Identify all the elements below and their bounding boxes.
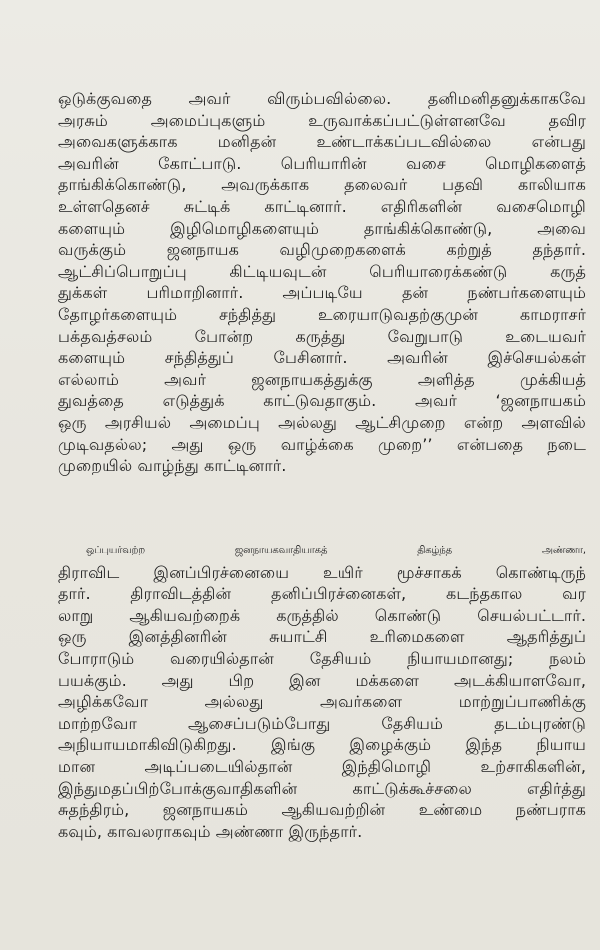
text-line: அவைகளுக்காக மனிதன் உண்டாக்கப்படவில்லை என்பது bbox=[58, 132, 586, 152]
text-line: ஒடுக்குவதை அவர் விரும்பவில்லை. தனிமனிதனுக்காகவே bbox=[58, 89, 586, 108]
text-line: மான அடிப்படையில்தான் இந்திமொழி உற்சாகிகளின், bbox=[58, 756, 586, 776]
text-line: லாறு ஆகியவற்றைக் கருத்தில் கொண்டு செயல்பட்டார். bbox=[58, 605, 586, 625]
text-line: சுதந்திரம், ஜனநாயகம் ஆகியவற்றின் உண்மை நண்பராக bbox=[58, 800, 586, 820]
paragraph-2 bbox=[58, 540, 586, 842]
text-line: களையும் சந்தித்துப் பேசினார். அவரின் இச்செயல்கள் bbox=[58, 348, 586, 368]
paragraph-1 bbox=[58, 88, 586, 477]
text-line: திராவிட இனப்பிரச்னையை உயிர் மூச்சாகக் கொண்டிருந் bbox=[58, 562, 586, 582]
text-line: அழிக்கவோ அல்லது அவர்களை மாற்றுப்பாணிக்கு bbox=[58, 692, 586, 712]
text-line: மாற்றவோ ஆசைப்படும்போது தேசியம் தடம்புரண்டு bbox=[58, 713, 586, 733]
text-line: தோழர்களையும் சந்தித்து உரையாடுவதற்குமுன் காமராசர் bbox=[58, 304, 586, 324]
text-line: துக்கள் பரிமாறினார். அப்படியே தன் நண்பர்களையும் bbox=[58, 283, 586, 303]
text-line: அநியாயமாகிவிடுகிறது. இங்கு இழைக்கும் இந்த நியாய bbox=[58, 735, 586, 755]
text-line: அரசும் அமைப்புகளும் உருவாக்கப்பட்டுள்ளனவே தவிர bbox=[58, 110, 586, 130]
text-line: உள்ளதெனச் சுட்டிக் காட்டினார். எதிரிகளின் வசைமொழி bbox=[58, 196, 586, 216]
text-line: கவும், காவலராகவும் அண்ணா இருந்தார். bbox=[58, 821, 363, 841]
text-line: பயக்கும். அது பிற இன மக்களை அடக்கியாளவோ, bbox=[58, 670, 586, 690]
text-line: பக்தவத்சலம் போன்ற கருத்து வேறுபாடு உடையவர் bbox=[58, 326, 586, 346]
text-line: முடிவதல்ல; அது ஒரு வாழ்க்கை முறை’’ என்பதை நடை bbox=[58, 434, 586, 454]
text-line: போராடும் வரையில்தான் தேசியம் நியாயமானது; நலம் bbox=[58, 648, 586, 668]
text-line: தார். திராவிடத்தின் தனிப்பிரச்னைகள், கடந்தகால வர bbox=[58, 584, 586, 604]
text-line: எல்லாம் அவர் ஜனநாயகத்துக்கு அளித்த முக்கியத் bbox=[58, 369, 586, 389]
text-line: ஆட்சிப்பொறுப்பு கிட்டியவுடன் பெரியாரைக்கண்டு கருத் bbox=[58, 261, 586, 281]
text-line: வருக்கும் ஜனநாயக வழிமுறைகளைக் கற்றுத் தந்தார். bbox=[58, 240, 586, 260]
text-line: ஒரு இனத்தினரின் சுயாட்சி உரிமைகளை ஆதரித்துப் bbox=[58, 627, 586, 647]
text-line: இந்துமதப்பிற்போக்குவாதிகளின் காட்டுக்கூச்சலை எதிர்த்து bbox=[58, 778, 586, 798]
text-line: துவத்தை எடுத்துக் காட்டுவதாகும். அவர் ‘ஜனநாயகம் bbox=[58, 391, 586, 411]
text-line: ஒரு அரசியல் அமைப்பு அல்லது ஆட்சிமுறை என்ற அளவில் bbox=[58, 412, 586, 432]
text-line: ஒப்புயர்வற்ற ஜனநாயகவாதியாகத் திகழ்ந்த அண்ணா, bbox=[86, 545, 586, 556]
text-line: களையும் இழிமொழிகளையும் தாங்கிக்கொண்டு, அவை bbox=[58, 218, 586, 238]
text-line: அவரின் கோட்பாடு. பெரியாரின் வசை மொழிகளைத் bbox=[58, 153, 586, 173]
text-line: தாங்கிக்கொண்டு, அவருக்காக தலைவர் பதவி காலியாக bbox=[58, 175, 586, 195]
text-line: முறையில் வாழ்ந்து காட்டினார். bbox=[58, 456, 287, 476]
